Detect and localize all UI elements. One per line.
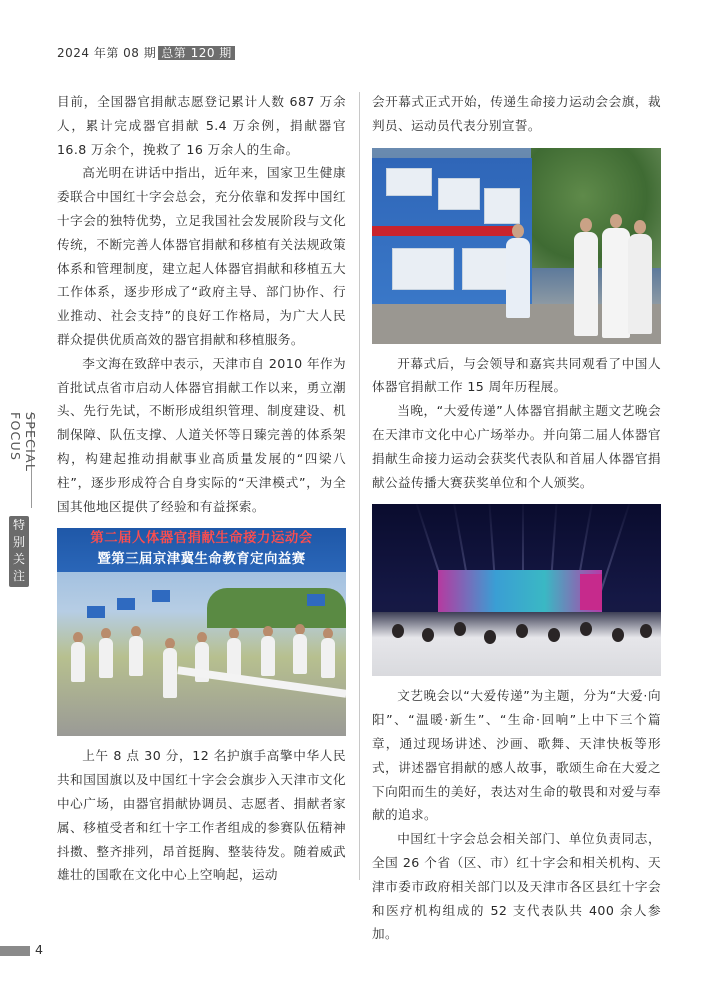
race-banner-line2: 暨第三届京津冀生命教育定向益赛: [97, 552, 306, 568]
runner: [129, 636, 143, 676]
paragraph: 目前，全国器官捐献志愿登记累计人数 687 万余人，累计完成器官捐献 5.4 万余例，捐献器官 16.8 万余个，挽救了 16 万余人的生命。: [57, 94, 346, 157]
footer-bar: [0, 946, 30, 956]
exhibit-panel: [484, 188, 520, 224]
right-column: [372, 90, 661, 946]
runner: [293, 634, 307, 674]
runner: [261, 636, 275, 676]
paragraph: 当晚，“大爱传递”人体器官捐献主题文艺晚会在天津市文化中心广场举办。并向第二届人体器官捐献生命接力运动会获奖代表队和首届人体器官捐献公益传播大赛获奖单位和个人颁奖。: [372, 403, 661, 490]
issue-year: 2024 年第 08 期: [57, 46, 157, 60]
audience: [372, 612, 661, 676]
runner: [71, 642, 85, 682]
photo-flag: [87, 606, 105, 618]
person: [602, 228, 630, 338]
column-divider: [359, 92, 360, 880]
person: [628, 234, 652, 334]
person-head: [580, 218, 592, 232]
paragraph: 高光明在讲话中指出，近年来，国家卫生健康委联合中国红十字会总会，充分依靠和发挥中国红十字会的独特优势，立足我国社会发展阶段与文化传统，不断完善人体器官捐献和移植有关法规政策体系和管理制度，建立起人体器官捐献和移植五大工作体系，逐步形成了“政府主导、部门协作、行业推动、社会支持”的良好工作格局，为广大人民群众提供优质高效的器官捐献和移植服务。: [57, 165, 346, 347]
race-banner: [57, 528, 346, 572]
section-tab-english: SPECIAL FOCUS: [8, 412, 38, 473]
person-head: [634, 220, 646, 234]
paragraph: 上午 8 点 30 分，12 名护旗手高擎中华人民共和国国旗以及中国红十字会会旗步入天津市文化中心广场，由器官捐献协调员、志愿者、捐献者家属、移植受者和红十字工作者组成的参赛队伍精神抖擞、整齐排列，昂首挺胸、整装待发。随着威武雄壮的国歌在文化中心上空响起，运动: [57, 748, 346, 883]
relay-race-photo: [57, 528, 346, 736]
stage-screen: [438, 570, 602, 612]
exhibition-red-band: [372, 226, 522, 236]
exhibit-panel: [392, 248, 454, 290]
page-number: 4: [35, 942, 44, 957]
section-tab-chinese: 特别关注: [9, 516, 29, 587]
photo-trees: [207, 588, 346, 628]
gala-photo: [372, 504, 661, 676]
person-head: [610, 214, 622, 228]
stage-screen-right: [580, 574, 602, 610]
runner: [321, 638, 335, 678]
exhibit-panel: [462, 248, 512, 290]
exhibit-panel: [438, 178, 480, 210]
paragraph: 开幕式后，与会领导和嘉宾共同观看了中国人体器官捐献工作 15 周年历程展。: [372, 355, 661, 395]
left-column: [57, 90, 346, 887]
issue-total: 总第 120 期: [158, 46, 235, 60]
issue-header: [57, 44, 235, 61]
photo-flag: [152, 590, 170, 602]
person-head: [512, 224, 524, 238]
photo-flag: [117, 598, 135, 610]
person: [574, 232, 598, 336]
photo-flag: [307, 594, 325, 606]
race-banner-line1: 第二届人体器官捐献生命接力运动会: [90, 531, 313, 547]
paragraph: 文艺晚会以“大爱传递”为主题，分为“大爱·向阳”、“温暖·新生”、“生命·回响”上中下三个篇章，通过现场讲述、沙画、歌舞、天津快板等形式，讲述器官捐献的感人故事，歌颂生命在大爱之下向阳而生的美好，表达对生命的敬畏和对爱与奉献的追求。: [372, 688, 661, 823]
runner: [99, 638, 113, 678]
paragraph: 中国红十字会总会相关部门、单位负责同志，全国 26 个省（区、市）红十字会和相关机构、天津市委市政府相关部门以及天津市各区县红十字会和医疗机构组成的 52 支代表队共 400 余人参加。: [372, 831, 661, 942]
paragraph: 李文海在致辞中表示，天津市自 2010 年作为首批试点省市启动人体器官捐献工作以来，勇立潮头、先行先试，不断形成组织管理、制度建设、机制保障、队伍支撑、人道关怀等日臻完善的体系架构，构建起推动捐献事业高质量发展的“四梁八柱”，逐步形成符合自身实际的“天津模式”，为全国其他地区提供了经验和有益探索。: [57, 355, 346, 514]
runner: [163, 648, 177, 698]
exhibit-panel: [386, 168, 432, 196]
exhibition-photo: [372, 148, 661, 344]
paragraph: 会开幕式正式开始，传递生命接力运动会会旗，裁判员、运动员代表分别宣誓。: [372, 94, 661, 133]
person: [506, 238, 530, 318]
